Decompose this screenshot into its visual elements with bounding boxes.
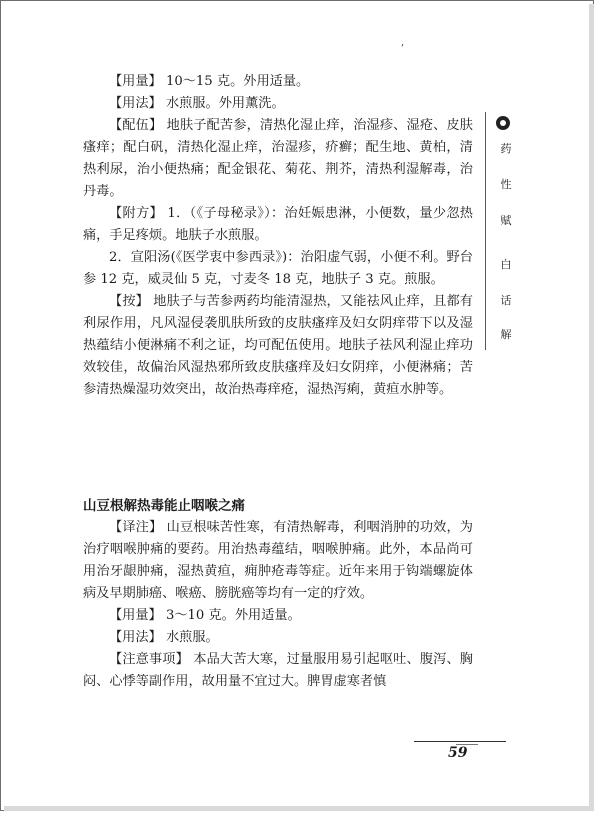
usage-paragraph: 【用法】 水煎服。外用薰洗。 — [109, 96, 285, 111]
side-tab-rule — [485, 112, 486, 350]
page-shadow-right — [589, 4, 594, 808]
side-tab-char: 药 — [500, 142, 512, 155]
side-tab-marker-icon — [496, 116, 510, 130]
section1-text — [83, 71, 473, 401]
caution-paragraph: 【注意事项】 本品大苦大寒，过量服用易引起呕吐、腹泻、胸闷、心悸等副作用，故用量不宜过大。脾胃虚寒者慎 — [83, 652, 473, 689]
dosage-paragraph-2: 【用量】 3～10 克。外用适量。 — [109, 608, 301, 623]
side-tab-char: 赋 — [500, 214, 512, 227]
recipe2-paragraph: 2．宣阳汤(《医学衷中参西录》)：治阳虚气弱，小便不利。野台参 12 克，威灵仙 5 克，寸麦冬 18 克，地肤子 3 克。煎服。 — [83, 250, 473, 287]
recipe1-paragraph: 【附方】 1．（《子母秘录》）：治妊娠患淋，小便数，量少忽热痛，手足疼烦。地肤子水煎服。 — [83, 206, 473, 243]
page-number: 59 — [448, 745, 468, 761]
side-tab-char: 解 — [500, 328, 512, 341]
section-heading: 山豆根解热毒能止咽喉之痛 — [83, 498, 245, 514]
compatibility-paragraph: 【配伍】 地肤子配苦参，清热化湿止痒，治湿疹、湿疮、皮肤瘙痒；配白矾，清热化湿止痒，治湿疹，疥癣；配生地、黄柏，清热利尿，治小便热痛；配金银花、菊花、荆芥，清热利湿解毒，治丹毒。 — [83, 118, 473, 199]
page-shadow-bottom — [4, 806, 594, 811]
side-tab-char: 性 — [500, 178, 512, 191]
side-tab-char: 话 — [500, 294, 512, 307]
section2-text — [83, 517, 473, 693]
explanation-paragraph: 【译注】 山豆根味苦性寒，有清热解毒，利咽消肿的功效，为治疗咽喉肿痛的要药。用治热毒蕴结，咽喉肿痛。此外，本品尚可用治牙龈肿痛，湿热黄疸，痈肿疮毒等症。近年来用于钩端螺旋体病及早期肺癌、喉癌、膀胱癌等均有一定的疗效。 — [83, 520, 473, 601]
footer-rule — [414, 741, 506, 742]
scan-speck: , — [401, 37, 405, 48]
note-paragraph: 【按】 地肤子与苦参两药均能清湿热，又能祛风止痒，且都有利尿作用，凡风湿侵袭肌肤所致的皮肤瘙痒及妇女阴痒带下以及湿热蕴结小便淋痛不利之证，均可配伍使用。地肤子祛风利湿止痒功效较佳，故偏治风湿热邪所致皮肤瘙痒及妇女阴痒，小便淋痛；苦参清热燥湿功效突出，故治热毒痒疮，湿热泻痢，黄疸水肿等。 — [83, 294, 473, 397]
usage-paragraph-2: 【用法】 水煎服。 — [109, 630, 219, 645]
dosage-paragraph: 【用量】 10～15 克。外用适量。 — [109, 74, 310, 89]
side-tab-char: 白 — [500, 258, 512, 271]
